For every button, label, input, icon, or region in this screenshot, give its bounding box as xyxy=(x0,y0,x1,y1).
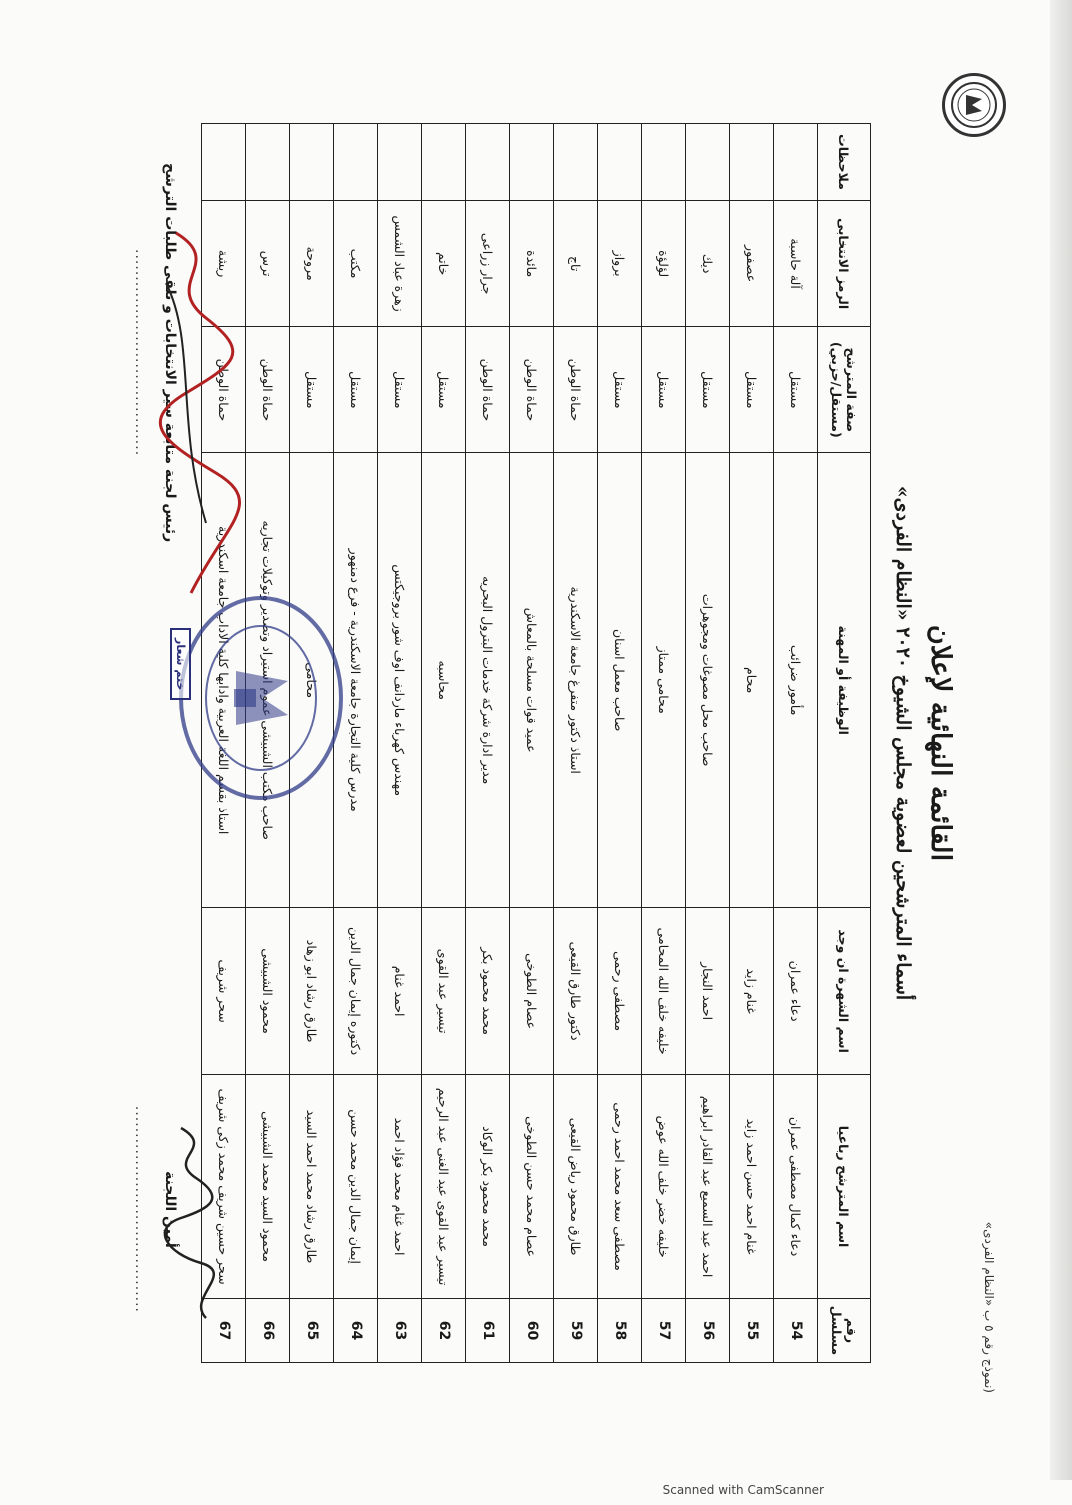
cell-serial: 59 xyxy=(554,1298,598,1362)
cell-symbol: مروحة xyxy=(290,201,334,327)
cell-job: مدير ادارة شركة خدمات البترول البحريه xyxy=(466,453,510,908)
cell-fame: دكتوره إيمان جمال الدين xyxy=(334,907,378,1074)
cell-symbol: عصفور xyxy=(730,201,774,327)
cell-status: مستقل xyxy=(774,327,818,453)
cell-name: سحر حسين شريف محمد زكى شريف xyxy=(202,1075,246,1299)
cell-name: مصطفى سعد محمد احمد رحمى xyxy=(598,1075,642,1299)
cell-job: مدرس كلية التجارة جامعة الاسكندرية - فرع دمنهور xyxy=(334,453,378,908)
cell-symbol: ريشة xyxy=(202,201,246,327)
table-row xyxy=(642,124,686,1363)
cell-name: تيسير عبد القوى عبد الغنى عبد الرحيم xyxy=(422,1075,466,1299)
cell-status: حماة الوطن xyxy=(510,327,554,453)
cell-job: محامى xyxy=(290,453,334,908)
cell-fame: عصام الطوخى xyxy=(510,907,554,1074)
header-serial: رقم مسلسل xyxy=(818,1298,871,1362)
cell-notes xyxy=(730,124,774,201)
cell-fame: احمد غنام xyxy=(378,907,422,1074)
cell-status: حماة الوطن xyxy=(554,327,598,453)
cell-status: مستقل xyxy=(642,327,686,453)
table-row xyxy=(554,124,598,1363)
cell-notes xyxy=(554,124,598,201)
cell-job: صاحب محل مصوغات ومجوهرات xyxy=(686,453,730,908)
table-row xyxy=(422,124,466,1363)
cell-notes xyxy=(774,124,818,201)
cell-fame: محمود الشبيشى xyxy=(246,907,290,1074)
cell-fame: غنام زايد xyxy=(730,907,774,1074)
secretary-label: أمين اللجنة xyxy=(162,1171,178,1248)
table-row xyxy=(774,124,818,1363)
table-row xyxy=(510,124,554,1363)
cell-fame: احمد النجار xyxy=(686,907,730,1074)
cell-symbol: آلة حاسبة xyxy=(774,201,818,327)
cell-serial: 60 xyxy=(510,1298,554,1362)
cell-status: مستقل xyxy=(378,327,422,453)
cell-job: عميد قوات مسلحة بالمعاش xyxy=(510,453,554,908)
cell-status: حماة الوطن xyxy=(202,327,246,453)
cell-name: محمد محمود بكر الوكاد xyxy=(466,1075,510,1299)
stamp-tag: ختم شعار xyxy=(170,628,191,700)
secretary-sign-line: ...................................... xyxy=(132,1105,148,1313)
chair-sign-line: ...................................... xyxy=(132,249,148,457)
cell-name: دعاء كمال مصطفى عمران xyxy=(774,1075,818,1299)
cell-fame: محمد محمود بكر xyxy=(466,907,510,1074)
cell-symbol: زهرة عباد الشمس xyxy=(378,201,422,327)
cell-notes xyxy=(598,124,642,201)
cell-notes xyxy=(378,124,422,201)
cell-job: محاسبه xyxy=(422,453,466,908)
cell-symbol: جرار زراعى xyxy=(466,201,510,327)
cell-symbol: برواز xyxy=(598,201,642,327)
cell-notes xyxy=(246,124,290,201)
cell-fame: سحر شريف xyxy=(202,907,246,1074)
cell-serial: 67 xyxy=(202,1298,246,1362)
cell-serial: 56 xyxy=(686,1298,730,1362)
cell-name: عصام محمد حسن الطوخى xyxy=(510,1075,554,1299)
cell-serial: 64 xyxy=(334,1298,378,1362)
cell-serial: 63 xyxy=(378,1298,422,1362)
chair-signature xyxy=(151,223,246,603)
cell-symbol: لؤلؤة xyxy=(642,201,686,327)
table-row xyxy=(466,124,510,1363)
cell-name: احمد عبد السميع عبد القادر ابراهيم xyxy=(686,1075,730,1299)
page-title: القائمة النهائية لإعلان xyxy=(925,624,956,862)
header-status: صفة المترشح (مستقل/حزبي) xyxy=(818,327,871,453)
cell-symbol: تاج xyxy=(554,201,598,327)
cell-name: طارق محمود رياض القيعى xyxy=(554,1075,598,1299)
cell-serial: 65 xyxy=(290,1298,334,1362)
cell-name: احمد غنام محمد فؤاد احمد xyxy=(378,1075,422,1299)
cell-status: مستقل xyxy=(730,327,774,453)
rotated-document xyxy=(36,43,1036,1443)
cell-job: محامى ممتاز xyxy=(642,453,686,908)
chair-label: رئيس لجنة متابعة سير الانتخابات و تلقى طلبات الترشح xyxy=(162,163,178,543)
cell-notes xyxy=(334,124,378,201)
cell-symbol: ديك xyxy=(686,201,730,327)
cell-fame: دكتور طارق القيعى xyxy=(554,907,598,1074)
table-row xyxy=(378,124,422,1363)
page-subtitle: أسماء المترشحين لعضوية مجلس الشيوخ ٢٠٢٠ «النظام الفردى» xyxy=(892,485,914,1001)
page-edge-shadow xyxy=(1050,0,1072,1480)
cell-fame: مصطفى رحمى xyxy=(598,907,642,1074)
cell-symbol: مكتب xyxy=(334,201,378,327)
cell-notes xyxy=(510,124,554,201)
secretary-signature xyxy=(156,1123,226,1323)
cell-name: محمود السيد محمد الشبيشى xyxy=(246,1075,290,1299)
cell-name: إيمان جمال الدين محمد حسن xyxy=(334,1075,378,1299)
cell-serial: 54 xyxy=(774,1298,818,1362)
cell-fame: طارق رشاد ابو زهاد xyxy=(290,907,334,1074)
cell-notes xyxy=(290,124,334,201)
cell-fame: خليفه خلف الله المحامى xyxy=(642,907,686,1074)
cell-status: مستقل xyxy=(334,327,378,453)
cell-notes xyxy=(422,124,466,201)
official-stamp xyxy=(176,593,346,803)
scan-watermark: Scanned with CamScanner xyxy=(662,1483,824,1497)
cell-status: حماة الوطن xyxy=(246,327,290,453)
table-row xyxy=(686,124,730,1363)
cell-fame: دعاء عمران xyxy=(774,907,818,1074)
cell-status: مستقل xyxy=(598,327,642,453)
cell-serial: 66 xyxy=(246,1298,290,1362)
header-fame: اسم الشهرة ان وجد xyxy=(818,907,871,1074)
cell-status: مستقل xyxy=(422,327,466,453)
cell-notes xyxy=(686,124,730,201)
header-name: اسم المترشح رباعيا xyxy=(818,1075,871,1299)
header-notes: ملاحظات xyxy=(818,124,871,201)
cell-notes xyxy=(642,124,686,201)
cell-status: مستقل xyxy=(686,327,730,453)
cell-fame: تيسير عبد القوى xyxy=(422,907,466,1074)
cell-job: مهندس كهرباء ماردانف اوف شور بروجيكتس xyxy=(378,453,422,908)
cell-symbol: مائدة xyxy=(510,201,554,327)
cell-notes xyxy=(202,124,246,201)
cell-name: غنام احمد حسن احمد زايد xyxy=(730,1075,774,1299)
cell-symbol: خاتم xyxy=(422,201,466,327)
cell-job: استاذ بقسم اللغة العربية وادابها كلية الاداب جامعة اسكندرية xyxy=(202,453,246,908)
cell-name: طارق رشاد محمد احمد السيد xyxy=(290,1075,334,1299)
cell-job: محام xyxy=(730,453,774,908)
cell-name: خليفه خضر خلف الله عوض xyxy=(642,1075,686,1299)
table-row xyxy=(598,124,642,1363)
model-note: (نموذج رقم ٥ ب «النظام الفردى» xyxy=(982,1221,996,1393)
cell-job: صاحب معمل اسنان xyxy=(598,453,642,908)
cell-notes xyxy=(466,124,510,201)
cell-serial: 55 xyxy=(730,1298,774,1362)
header-job: الوظيفة أو المهنة xyxy=(818,453,871,908)
cell-status: حماة الوطن xyxy=(466,327,510,453)
cell-serial: 62 xyxy=(422,1298,466,1362)
header-symbol: الرمز الانتخابى xyxy=(818,201,871,327)
cell-job: مأمور ضرائب xyxy=(774,453,818,908)
table-row xyxy=(730,124,774,1363)
cell-status: مستقل xyxy=(290,327,334,453)
table-header-row xyxy=(818,124,871,1363)
cell-job: استاذ دكتور متفرغ جامعة الاسكندرية xyxy=(554,453,598,908)
cell-serial: 58 xyxy=(598,1298,642,1362)
cell-serial: 61 xyxy=(466,1298,510,1362)
cell-symbol: ترس xyxy=(246,201,290,327)
cell-serial: 57 xyxy=(642,1298,686,1362)
